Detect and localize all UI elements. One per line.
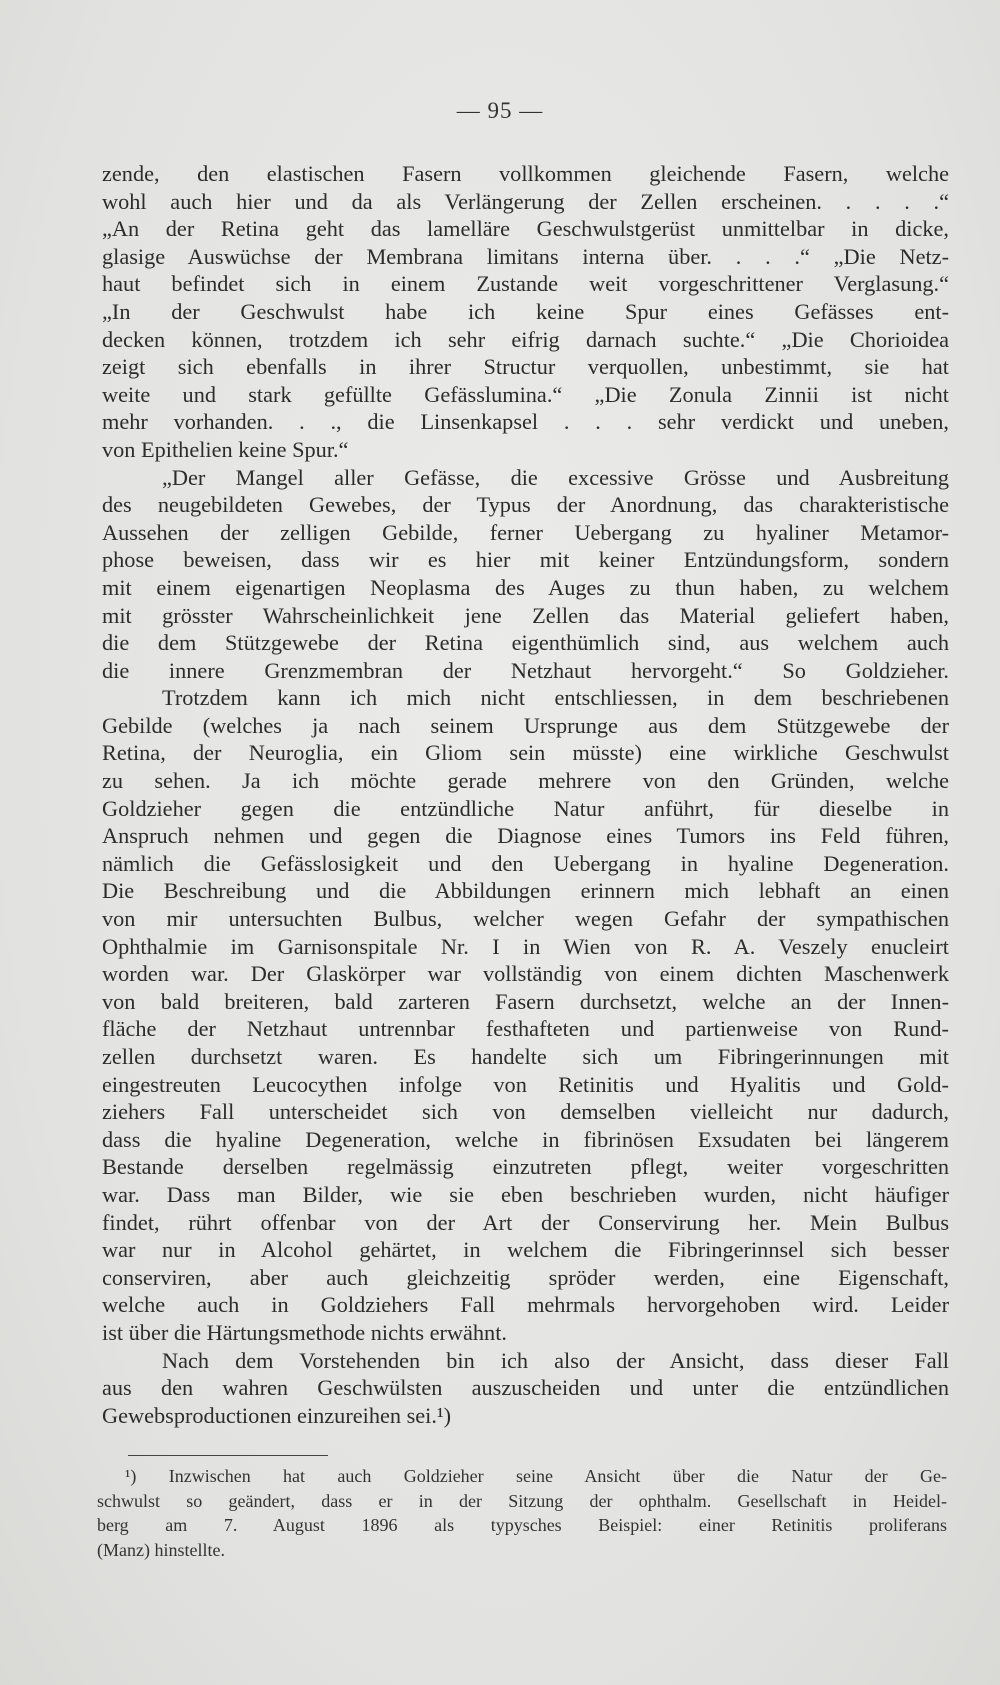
text-line: die dem Stützgewebe der Retina eigenthümlich sind, aus welchem auch (102, 630, 949, 656)
text-line: Nach dem Vorstehenden bin ich also der Ansicht, dass dieser Fall (162, 1347, 949, 1373)
text-line: Ophthalmie im Garnisonspitale Nr. I in Wien von R. A. Veszely enucleirt (102, 933, 949, 959)
text-line: zu sehen. Ja ich möchte gerade mehrere von den Gründen, welche (102, 768, 949, 794)
text-line: zellen durchsetzt waren. Es handelte sich um Fibringerinnungen mit (102, 1044, 949, 1069)
text-line: haut befindet sich in einem Zustande weit vorgeschrittener Verglasung.“ (102, 271, 949, 297)
text-line: weite und stark gefüllte Gefässlumina.“ „Die Zonula Zinnii ist nicht (102, 381, 949, 407)
text-line: die innere Grenzmembran der Netzhaut hervorgeht.“ So Goldzieher. (102, 657, 949, 683)
footnote-divider (128, 1455, 328, 1456)
text-line: zeigt sich ebenfalls in ihrer Structur verquollen, unbestimmt, sie hat (102, 354, 949, 380)
text-line: Gebilde (welches ja nach seinem Ursprunge aus dem Stützgewebe der (102, 712, 949, 738)
text-line: findet, rührt offenbar von der Art der Conservirung her. Mein Bulbus (102, 1209, 949, 1235)
main-text (102, 160, 949, 1429)
text-line: von bald breiteren, bald zarteren Fasern durchsetzt, welche an der Innen- (102, 988, 949, 1014)
text-line: ist über die Härtungsmethode nichts erwähnt. (102, 1319, 507, 1345)
text-line: nämlich die Gefässlosigkeit und den Uebergang in hyaline Degeneration. (102, 850, 949, 876)
footnote-line: berg am 7. August 1896 als typysches Beispiel: einer Retinitis proliferans (97, 1515, 947, 1535)
text-line: decken können, trotzdem ich sehr eifrig darnach suchte.“ „Die Chorioidea (102, 326, 949, 352)
text-line: mehr vorhanden. . ., die Linsenkapsel . . . sehr verdickt und uneben, (102, 409, 949, 435)
text-line: mit einem eigenartigen Neoplasma des Auges zu thun haben, zu welchem (102, 574, 949, 600)
text-line: war nur in Alcohol gehärtet, in welchem die Fibringerinnsel sich besser (102, 1237, 949, 1263)
footnotes (97, 1464, 947, 1562)
text-line: von Epithelien keine Spur.“ (102, 436, 349, 462)
text-line: wohl auch hier und da als Verlängerung der Zellen erscheinen. . . . .“ (102, 188, 949, 214)
text-line: Gewebsproductionen einzureihen sei.¹) (102, 1402, 452, 1428)
text-line: mit grösster Wahrscheinlichkeit jene Zellen das Material geliefert haben, (102, 602, 949, 628)
text-line: fläche der Netzhaut untrennbar festhafteten und partienweise von Rund- (102, 1016, 949, 1042)
text-line: dass die hyaline Degeneration, welche in fibrinösen Exsudaten bei längerem (102, 1126, 949, 1152)
text-line: Anspruch nehmen und gegen die Diagnose eines Tumors ins Feld führen, (102, 823, 949, 849)
text-line: zende, den elastischen Fasern vollkommen gleichende Fasern, welche (102, 161, 949, 186)
text-line: war. Dass man Bilder, wie sie eben beschrieben wurden, nicht häufiger (102, 1181, 949, 1207)
text-line: Die Beschreibung und die Abbildungen erinnern mich lebhaft an einen (102, 878, 949, 904)
text-line: phose beweisen, dass wir es hier mit keiner Entzündungsform, sondern (102, 547, 949, 573)
text-line: ziehers Fall unterscheidet sich von demselben vielleicht nur dadurch, (102, 1099, 949, 1125)
text-line: Trotzdem kann ich mich nicht entschliessen, in dem beschriebenen (162, 685, 949, 711)
text-line: glasige Auswüchse der Membrana limitans interna über. . . .“ „Die Netz- (102, 243, 949, 269)
text-line: conserviren, aber auch gleichzeitig spröder werden, eine Eigenschaft, (102, 1264, 949, 1290)
page-number: — 95 — (456, 98, 544, 123)
text-line: Retina, der Neuroglia, ein Gliom sein müsste) eine wirkliche Geschwulst (102, 740, 949, 766)
footnote-line: (Manz) hinstellte. (97, 1539, 225, 1560)
text-line: welche auch in Goldziehers Fall mehrmals hervorgehoben wird. Leider (102, 1292, 949, 1318)
text-line: des neugebildeten Gewebes, der Typus der Anordnung, das charakteristische (102, 492, 949, 518)
text-line: „Der Mangel aller Gefässe, die excessive Grösse und Ausbreitung (162, 464, 949, 490)
text-line: „In der Geschwulst habe ich keine Spur eines Gefässes ent- (102, 298, 949, 324)
text-line: Goldzieher gegen die entzündliche Natur anführt, für dieselbe in (102, 795, 949, 821)
text-line: worden war. Der Glaskörper war vollständig von einem dichten Maschenwerk (102, 961, 949, 987)
text-line: „An der Retina geht das lamelläre Geschwulstgerüst unmittelbar in dicke, (102, 216, 949, 242)
footnote-line: ¹) Inzwischen hat auch Goldzieher seine Ansicht über die Natur der Ge- (125, 1466, 947, 1486)
text-line: Bestande derselben regelmässig einzutreten pflegt, weiter vorgeschritten (102, 1154, 949, 1180)
footnote-line: schwulst so geändert, dass er in der Sitzung der ophthalm. Gesellschaft in Heidel- (97, 1490, 947, 1511)
text-line: Aussehen der zelligen Gebilde, ferner Uebergang zu hyaliner Metamor- (102, 519, 949, 545)
text-line: aus den wahren Geschwülsten auszuscheiden und unter die entzündlichen (102, 1375, 949, 1401)
text-line: von mir untersuchten Bulbus, welcher wegen Gefahr der sympathischen (102, 906, 949, 932)
text-line: eingestreuten Leucocythen infolge von Retinitis und Hyalitis und Gold- (102, 1071, 949, 1097)
